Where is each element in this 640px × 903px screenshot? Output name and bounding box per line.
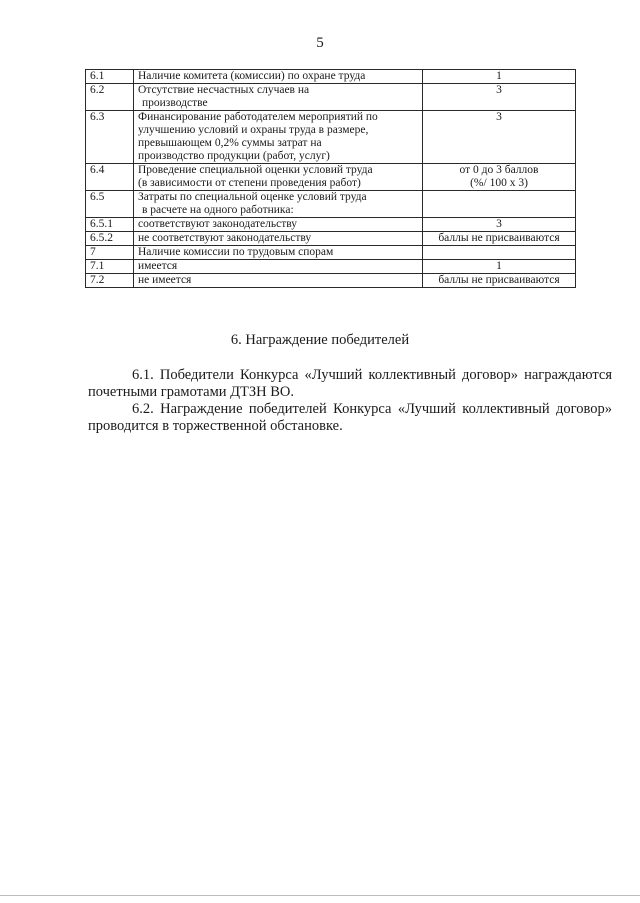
score-line: от 0 до 3 баллов: [459, 164, 539, 176]
description-line: превышающем 0,2% суммы затрат на: [138, 137, 322, 149]
paragraph-6-2: [88, 401, 612, 435]
table-row: [86, 232, 576, 246]
score-line: (%/ 100 х 3): [470, 177, 528, 189]
row-score: [423, 111, 576, 164]
criteria-table: [85, 69, 576, 288]
score-line: 3: [496, 218, 502, 230]
table-row: [86, 191, 576, 218]
table-row: [86, 111, 576, 164]
description-line: Наличие комиссии по трудовым спорам: [138, 246, 334, 258]
row-score: [423, 218, 576, 232]
page-number: 5: [316, 35, 324, 51]
score-line: баллы не присваиваются: [438, 274, 560, 286]
row-description: [134, 232, 423, 246]
table-row: [86, 246, 576, 260]
row-number: 6.5.2: [86, 232, 134, 246]
row-number: 6.3: [86, 111, 134, 164]
criteria-table-body: [86, 70, 576, 288]
score-line: 3: [496, 84, 502, 96]
row-description: [134, 260, 423, 274]
table-row: [86, 164, 576, 191]
row-description: [134, 164, 423, 191]
table-row: [86, 260, 576, 274]
row-number: 6.5: [86, 191, 134, 218]
description-line: соответствуют законодательству: [138, 218, 298, 230]
row-number: 6.1: [86, 70, 134, 84]
row-description: [134, 218, 423, 232]
row-number: 7: [86, 246, 134, 260]
scan-edge-line: [0, 895, 640, 896]
row-number: 6.2: [86, 84, 134, 111]
row-number: 6.5.1: [86, 218, 134, 232]
table-row: [86, 70, 576, 84]
row-score: [423, 70, 576, 84]
description-line: улучшению условий и охраны труда в размере,: [138, 124, 369, 136]
description-line: (в зависимости от степени проведения работ): [138, 177, 361, 189]
score-line: 1: [496, 260, 502, 272]
paragraph-text: 6.2. Награждение победителей Конкурса «Лучший коллективный договор» проводится в торжественной обстановке.: [88, 401, 612, 434]
table-row: [86, 84, 576, 111]
description-line: производство продукции (работ, услуг): [138, 150, 330, 162]
row-score: [423, 164, 576, 191]
description-line: Затраты по специальной оценке условий труда: [138, 191, 367, 203]
description-line: в расчете на одного работника:: [142, 204, 294, 216]
description-line: Проведение специальной оценки условий труда: [138, 164, 373, 176]
row-description: [134, 84, 423, 111]
row-number: 7.2: [86, 274, 134, 288]
description-line: Отсутствие несчастных случаев на: [138, 84, 310, 96]
paragraph-text: 6.1. Победители Конкурса «Лучший коллективный договор» награждаются почетными грамотами ДТЗН ВО.: [88, 367, 612, 400]
description-line: производстве: [142, 97, 208, 109]
row-number: 6.4: [86, 164, 134, 191]
paragraph-6-1: [88, 367, 612, 401]
description-line: Финансирование работодателем мероприятий по: [138, 111, 378, 123]
row-description: [134, 274, 423, 288]
description-line: не имеется: [138, 274, 192, 286]
row-number: 7.1: [86, 260, 134, 274]
row-score: [423, 191, 576, 218]
section-heading: 6. Награждение победителей: [230, 332, 410, 348]
row-score: [423, 232, 576, 246]
row-description: [134, 246, 423, 260]
description-line: имеется: [138, 260, 178, 272]
description-line: не соответствуют законодательству: [138, 232, 312, 244]
row-score: [423, 274, 576, 288]
table-row: [86, 218, 576, 232]
score-line: 1: [496, 70, 502, 82]
row-description: [134, 111, 423, 164]
table-row: [86, 274, 576, 288]
score-line: 3: [496, 111, 502, 123]
row-score: [423, 260, 576, 274]
row-description: [134, 191, 423, 218]
score-line: баллы не присваиваются: [438, 232, 560, 244]
description-line: Наличие комитета (комиссии) по охране труда: [138, 70, 366, 82]
row-score: [423, 246, 576, 260]
row-score: [423, 84, 576, 111]
row-description: [134, 70, 423, 84]
